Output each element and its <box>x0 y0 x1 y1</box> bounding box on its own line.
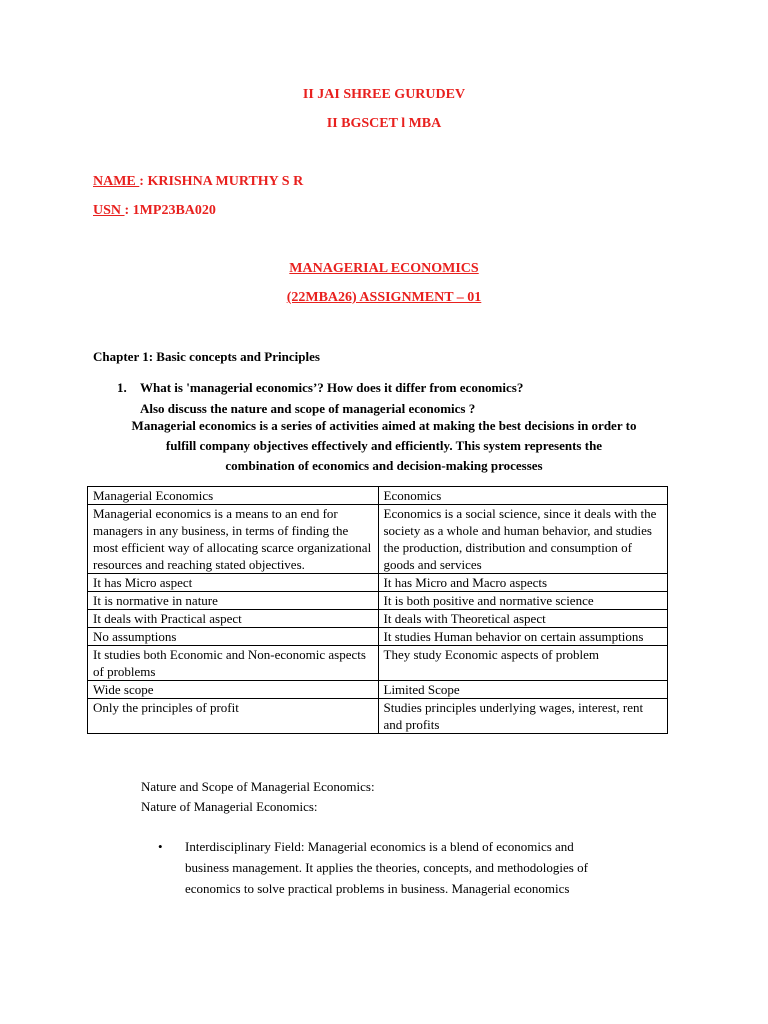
table-row <box>88 646 668 681</box>
table-row <box>88 681 668 699</box>
question-line: Also discuss the nature and scope of managerial economics ? <box>140 401 476 416</box>
table-cell: It is both positive and normative science <box>378 592 668 610</box>
bullet-line: business management. It applies the theories, concepts, and methodologies of <box>185 860 588 875</box>
usn-label: USN <box>93 203 125 218</box>
answer-line: Managerial economics is a series of activities aimed at making the best decisions in order to <box>131 418 637 433</box>
table-cell: It has Micro aspect <box>88 574 379 592</box>
table-cell: Economics <box>378 487 668 505</box>
table-row <box>88 628 668 646</box>
table-cell: Studies principles underlying wages, interest, rent and profits <box>378 699 668 734</box>
subject-title: MANAGERIAL ECONOMICS <box>289 261 479 276</box>
table-row <box>88 505 668 574</box>
table-row <box>88 592 668 610</box>
usn-row <box>93 203 216 219</box>
answer-intro <box>70 416 698 476</box>
name-value: : KRISHNA MURTHY S R <box>139 174 304 189</box>
nature-section <box>141 777 375 817</box>
name-row <box>93 174 303 190</box>
table-cell: Economics is a social science, since it deals with the society as a whole and human behavior, and studies the production, distribution and consumption of goods and services <box>378 505 668 574</box>
table-row <box>88 487 668 505</box>
table-cell: It studies both Economic and Non-economic aspects of problems <box>88 646 379 681</box>
table-cell: Limited Scope <box>378 681 668 699</box>
table-cell: Only the principles of profit <box>88 699 379 734</box>
chapter-heading: Chapter 1: Basic concepts and Principles <box>93 349 320 364</box>
bullet-line: Interdisciplinary Field: Managerial economics is a blend of economics and <box>185 839 574 854</box>
table-row <box>88 610 668 628</box>
comparison-table <box>87 486 668 734</box>
nature-subheading: Nature of Managerial Economics: <box>141 799 318 814</box>
table-row <box>88 699 668 734</box>
table-cell: No assumptions <box>88 628 379 646</box>
header-line-2: II BGSCET l MBA <box>326 116 442 131</box>
table-cell: They study Economic aspects of problem <box>378 646 668 681</box>
table-cell: It deals with Theoretical aspect <box>378 610 668 628</box>
bullet-dot-icon: • <box>158 839 163 854</box>
table-cell: It studies Human behavior on certain assumptions <box>378 628 668 646</box>
assignment-title: (22MBA26) ASSIGNMENT – 01 <box>286 290 482 305</box>
answer-line: combination of economics and decision-making processes <box>225 458 543 473</box>
usn-value: : 1MP23BA020 <box>124 203 216 218</box>
table-cell: It has Micro and Macro aspects <box>378 574 668 592</box>
table-cell: Managerial economics is a means to an end for managers in any business, in terms of finding the most efficient way of allocating scarce organizational resources and reaching stated objectives. <box>88 505 379 574</box>
header-line-1: II JAI SHREE GURUDEV <box>302 87 466 102</box>
table-cell: Managerial Economics <box>88 487 379 505</box>
table-cell: Wide scope <box>88 681 379 699</box>
table-cell: It deals with Practical aspect <box>88 610 379 628</box>
question-line: What is 'managerial economics’? How does it differ from economics? <box>140 380 524 395</box>
nature-heading: Nature and Scope of Managerial Economics: <box>141 779 375 794</box>
answer-line: fulfill company objectives effectively and efficiently. This system represents the <box>165 438 603 453</box>
bullet-line: economics to solve practical problems in business. Managerial economics <box>185 881 570 896</box>
table-row <box>88 574 668 592</box>
name-label: NAME <box>93 174 140 189</box>
question-number: 1. <box>117 380 127 395</box>
table-cell: It is normative in nature <box>88 592 379 610</box>
